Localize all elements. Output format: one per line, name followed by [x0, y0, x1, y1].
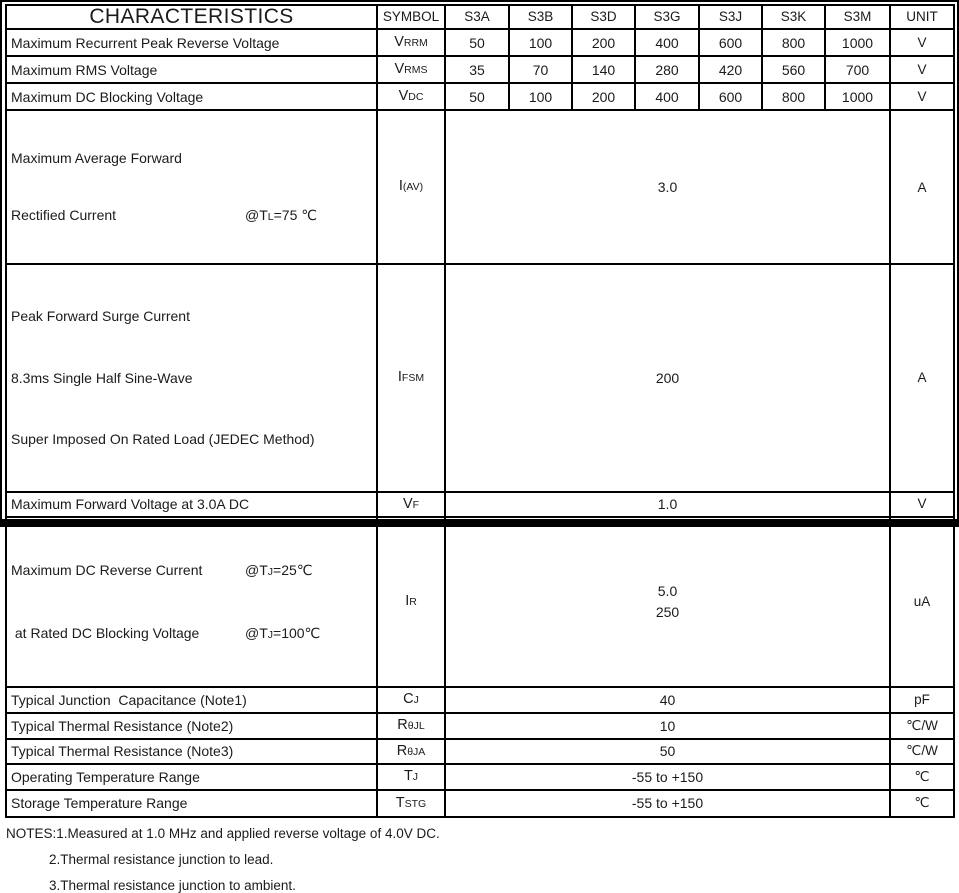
value-cell: 420: [699, 56, 762, 83]
model-header-s3d: S3D: [572, 5, 635, 29]
unit-cell: A: [890, 110, 954, 264]
table-row: [6, 264, 954, 492]
test-condition: @TL=75 ℃: [245, 207, 317, 223]
table-header-row: [6, 5, 954, 29]
unit-cell: V: [890, 492, 954, 517]
value-cell-merged: 200: [445, 264, 890, 492]
value-cell-merged: 50: [445, 739, 890, 764]
table-row: [6, 790, 954, 817]
value-cell: 400: [635, 29, 699, 56]
model-header-s3m: S3M: [825, 5, 890, 29]
unit-cell: uA: [890, 517, 954, 687]
unit-cell: ℃: [890, 790, 954, 817]
unit-cell: ℃/W: [890, 713, 954, 739]
model-header-s3g: S3G: [635, 5, 699, 29]
value-cell: 35: [445, 56, 509, 83]
symbol-cell: IFSM: [377, 264, 445, 492]
characteristic-cell: Maximum DC Reverse Current @TJ=25℃ at Rated DC Blocking Voltage @TJ=100℃: [6, 517, 377, 687]
model-header-s3k: S3K: [762, 5, 825, 29]
characteristic-cell: Operating Temperature Range: [6, 764, 377, 790]
value-cell: 50: [445, 29, 509, 56]
symbol-cell: VDC: [377, 83, 445, 110]
maximum-ratings-table: [5, 4, 955, 818]
unit-cell: V: [890, 56, 954, 83]
value-cell-merged: 5.0 250: [445, 517, 890, 687]
value-cell: 600: [699, 83, 762, 110]
unit-cell: A: [890, 264, 954, 492]
model-header-s3j: S3J: [699, 5, 762, 29]
value-cell-merged: 10: [445, 713, 890, 739]
note-line: 2.Thermal resistance junction to lead.: [49, 851, 274, 867]
table-row: [6, 83, 954, 110]
value-cell: 1000: [825, 83, 890, 110]
value-cell: 50: [445, 83, 509, 110]
characteristic-cell: Typical Junction Capacitance (Note1): [6, 687, 377, 713]
unit-cell: V: [890, 29, 954, 56]
table-row: [6, 739, 954, 764]
symbol-cell: TJ: [377, 764, 445, 790]
symbol-cell: IR: [377, 517, 445, 687]
value-cell: 700: [825, 56, 890, 83]
characteristic-cell: Maximum Average Forward Rectified Current @TL=75 ℃: [6, 110, 377, 264]
symbol-cell: VRRM: [377, 29, 445, 56]
model-header-s3b: S3B: [509, 5, 572, 29]
value-cell: 560: [762, 56, 825, 83]
characteristic-cell: Maximum DC Blocking Voltage: [6, 83, 377, 110]
test-condition: @TJ=100℃: [245, 624, 321, 641]
table-row: [6, 110, 954, 264]
value-cell-merged: 1.0: [445, 492, 890, 517]
value-cell-merged: -55 to +150: [445, 764, 890, 790]
note-line: NOTES:1.Measured at 1.0 MHz and applied reverse voltage of 4.0V DC.: [6, 825, 440, 841]
unit-cell: V: [890, 83, 954, 110]
symbol-cell: CJ: [377, 687, 445, 713]
value-cell: 200: [572, 29, 635, 56]
table-row: [6, 56, 954, 83]
table-row: [6, 687, 954, 713]
value-cell: 400: [635, 83, 699, 110]
unit-cell: ℃/W: [890, 739, 954, 764]
model-header-s3a: S3A: [445, 5, 509, 29]
table-row: [6, 713, 954, 739]
value-cell: 280: [635, 56, 699, 83]
symbol-cell: TSTG: [377, 790, 445, 817]
symbol-cell: RθJL: [377, 713, 445, 739]
characteristic-cell: Storage Temperature Range: [6, 790, 377, 817]
characteristic-cell: Typical Thermal Resistance (Note2): [6, 713, 377, 739]
characteristic-cell: Typical Thermal Resistance (Note3): [6, 739, 377, 764]
value-cell-merged: 3.0: [445, 110, 890, 264]
table-row: [6, 492, 954, 517]
symbol-cell: VF: [377, 492, 445, 517]
characteristic-cell: Maximum Recurrent Peak Reverse Voltage: [6, 29, 377, 56]
value-cell: 70: [509, 56, 572, 83]
characteristic-cell: Maximum Forward Voltage at 3.0A DC: [6, 492, 377, 517]
value-cell: 200: [572, 83, 635, 110]
symbol-cell: VRMS: [377, 56, 445, 83]
note-line: 3.Thermal resistance junction to ambient.: [49, 877, 296, 893]
value-cell: 600: [699, 29, 762, 56]
table-row: [6, 517, 954, 687]
value-cell: 800: [762, 29, 825, 56]
value-cell: 1000: [825, 29, 890, 56]
value-cell-merged: 40: [445, 687, 890, 713]
value-cell-merged: -55 to +150: [445, 790, 890, 817]
value-cell: 100: [509, 29, 572, 56]
test-condition: @TJ=25℃: [245, 561, 313, 578]
value-cell: 140: [572, 56, 635, 83]
characteristic-cell: Maximum RMS Voltage: [6, 56, 377, 83]
unit-cell: ℃: [890, 764, 954, 790]
value-cell: 100: [509, 83, 572, 110]
symbol-cell: RθJA: [377, 739, 445, 764]
table-row: [6, 764, 954, 790]
characteristics-header: CHARACTERISTICS: [6, 5, 377, 29]
unit-header: UNIT: [890, 5, 954, 29]
value-cell: 800: [762, 83, 825, 110]
table-row: [6, 29, 954, 56]
symbol-cell: I(AV): [377, 110, 445, 264]
symbol-header: SYMBOL: [377, 5, 445, 29]
characteristic-cell: Peak Forward Surge Current 8.3ms Single Half Sine-Wave Super Imposed On Rated Load (JEDEC Method): [6, 264, 377, 492]
notes-section: [6, 827, 957, 893]
unit-cell: pF: [890, 687, 954, 713]
